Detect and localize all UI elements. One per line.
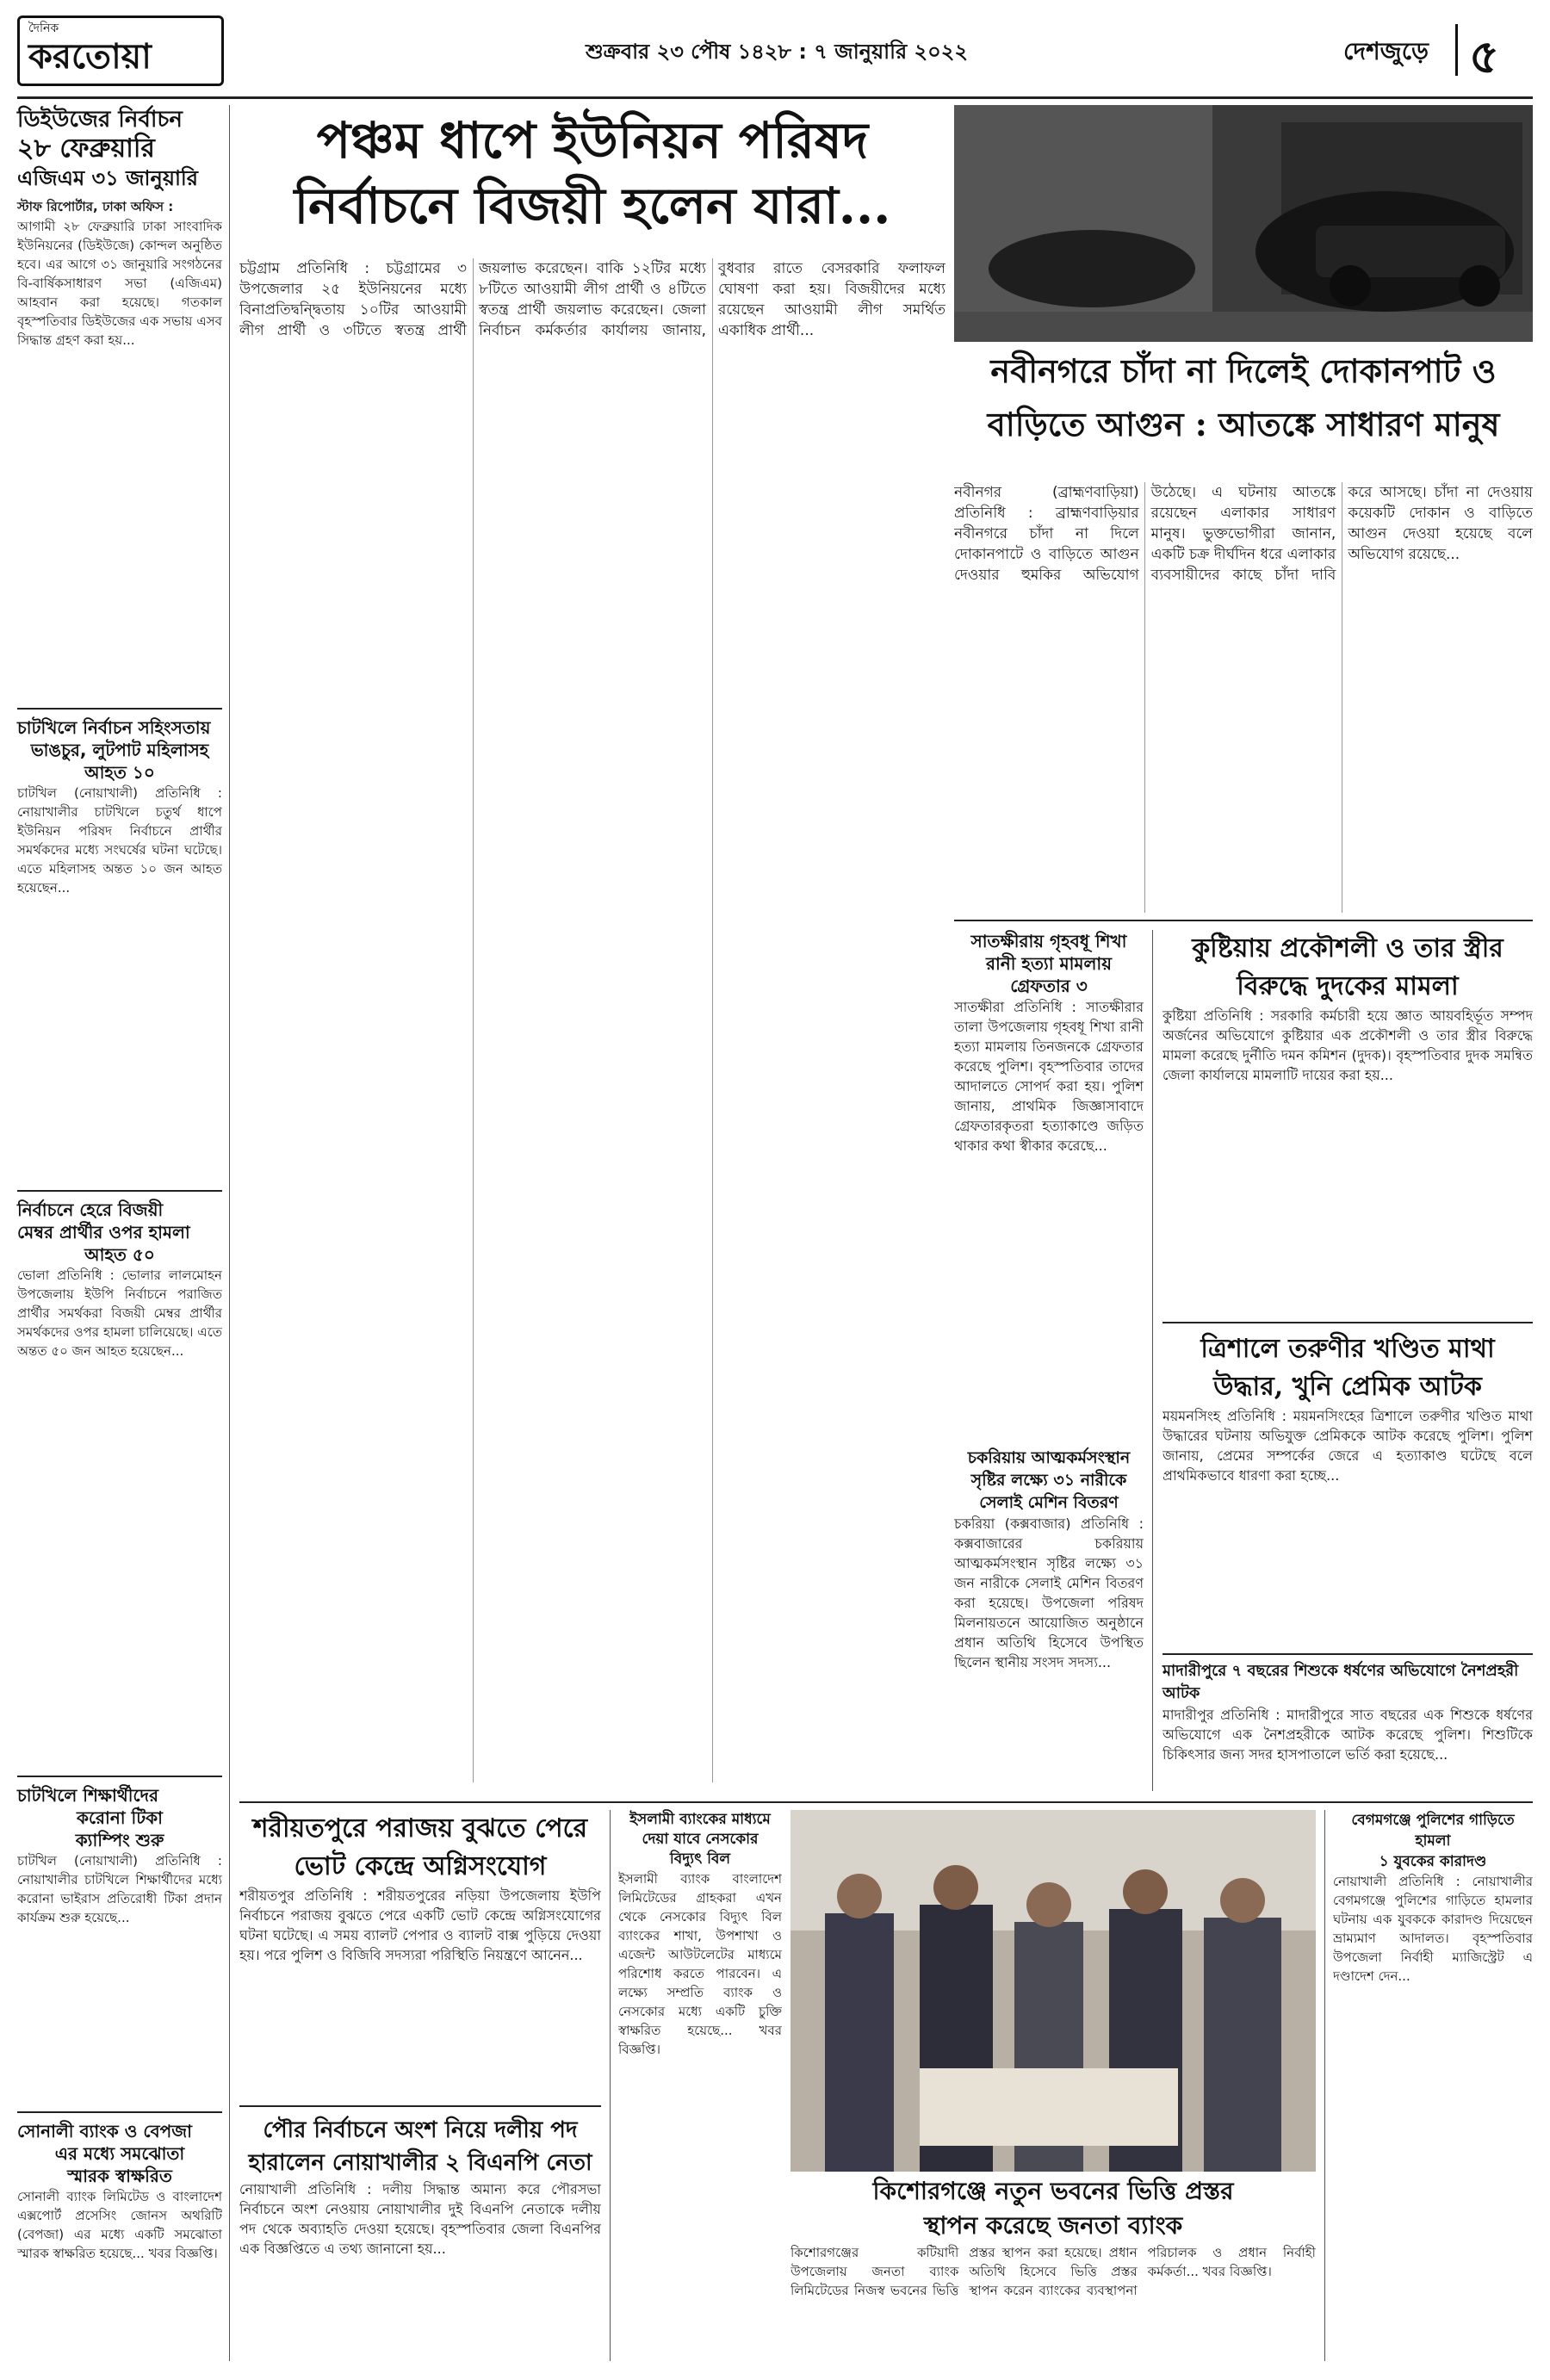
divider [1162,1653,1533,1655]
divider [17,1776,222,1777]
headline: চাটখিলে শিক্ষার্থীদের [17,1785,159,1806]
logo-tagline: দৈনিক [28,22,59,35]
story-trishal [1162,1330,1533,1656]
sidebar-story-chatkhil-violence [17,716,222,1180]
headline: ১ যুবকের কারাদণ্ড [1379,1853,1487,1870]
fire-photo-image [954,105,1533,342]
headline: কুষ্টিয়ায় প্রকৌশলী ও তার স্ত্রীর [1192,933,1504,964]
article-body: নবীনগর (ব্রাহ্মণবাড়িয়া) প্রতিনিধি : ব্রাহ্মণবাড়িয়ার নবীনগরে চাঁদা না দিলে দোকানপাটে ও বাড়িতে আগুন দেওয়ার হুমকির অভিযোগ উঠেছে। এ ঘটনায় আতঙ্কে রয়েছেন এলাকার সাধারণ মানুষ। ভুক্তভোগীরা জানান, একটি চক্র দীর্ঘদিন ধরে এলাকার ব্যবসায়ীদের কাছে চাঁদা দাবি করে আসছে। চাঁদা না দেওয়ায় কয়েকটি দোকান ও বাড়িতে আগুন দেওয়া হয়েছে বলে অভিযোগ রয়েছে... [954,484,1533,584]
headline: স্মারক স্বাক্ষরিত [67,2166,172,2186]
fire-headline-band [954,344,1533,465]
byline: স্টাফ রিপোর্টার, ঢাকা অফিস : [17,199,174,214]
headline: এর মধ্যে সমঝোতা [54,2143,185,2164]
headline: ক্যাম্পিং শুরু [75,1830,164,1850]
page-number-divider [1455,24,1458,76]
headline: করোনা টিকা [77,1807,163,1828]
headline: সেলাই মেশিন বিতরণ [979,1493,1119,1512]
fire-article-body [954,482,1533,913]
sidebar-story-dujer [17,105,222,630]
headline: কিশোরগঞ্জে নতুন ভবনের ভিত্তি প্রস্তর [872,2177,1234,2205]
divider [17,708,222,710]
headline: সোনালী ব্যাংক ও বেপজা [17,2121,192,2141]
divider [17,1190,222,1192]
headline: বাড়িতে আগুন : আতঙ্কে সাধারণ মানুষ [987,405,1500,443]
divider [1162,1322,1533,1323]
sidebar-story-vaccine [17,1784,222,2101]
sidebar-story-attack [17,1199,222,1757]
sidebar-story-sonali [17,2120,222,2351]
logo-title: করতোয়া [28,36,152,77]
divider [17,2111,222,2113]
headline: বিরুদ্ধে দুদকের মামলা [1237,971,1459,1001]
story-noakhali [239,2114,601,2343]
headline: ত্রিশালে তরুণীর খণ্ডিত মাথা [1200,1334,1495,1364]
sidebar [17,105,222,2361]
page-number: ৫ [1469,29,1500,84]
story-islami-bank [618,1810,782,2334]
story-kushtia [1162,930,1533,1298]
article-body: ভোলা প্রতিনিধি : ভোলার লালমোহন উপজেলায় ইউপি নির্বাচনে পরাজিত প্রার্থীর সমর্থকরা বিজয়ী মেম্বর প্রার্থীর সমর্থকদের ওপর হামলা চালিয়েছে। এতে অন্তত ৫০ জন আহত হয়েছেন... [17,1267,222,1359]
headline: এজিএম ৩১ জানুয়ারি [17,166,198,190]
divider [954,920,1533,921]
headline: সৃষ্টির লক্ষ্যে ৩১ নারীকে [970,1471,1127,1490]
article-body: আগামী ২৮ ফেব্রুয়ারি ঢাকা সাংবাদিক ইউনিয়নের (ডিইউজে) কোন্দল অনুষ্ঠিত হবে। এর আগে ৩১ জানুয়ারি সংগঠনের বি-বার্ষিকসাধারণ সভা (এজিএম) আহবান করা হয়েছে। গতকাল বৃহস্পতিবার ডিইউজের এক সভায় এসব সিদ্ধান্ত গ্রহণ করা হয়... [17,219,222,348]
headline: সাতক্ষীরায় গৃহবধূ শিখা [970,931,1127,951]
lead-headline: নির্বাচনে বিজয়ী হলেন যারা... [294,177,891,235]
masthead-rule [17,96,1533,99]
headline: ভোট কেন্দ্রে অগ্নিসংযোগ [294,1851,547,1881]
headline: মেম্বর প্রার্থীর ওপর হামলা [17,1222,190,1243]
divider [239,1801,1533,1803]
headline: দেয়া যাবে নেসকোর [642,1831,759,1848]
article-body: কুষ্টিয়া প্রতিনিধি : সরকারি কর্মচারী হয়ে জ্ঞাত আয়বহির্ভূত সম্পদ অর্জনের অভিযোগে কুষ্টিয়ার এক প্রকৌশলী ও তার স্ত্রীর বিরুদ্ধে মামলা করেছে দুর্নীতি দমন কমিশন (দুদক)। বৃহস্পতিবার দুদক সমন্বিত জেলা কার্যালয়ে মামলাটি দায়ের করা হয়... [1162,1007,1533,1083]
headline: হারালেন নোয়াখালীর ২ বিএনপি নেতা [248,2150,592,2176]
headline: আহত ৫০ [84,1244,155,1265]
column-rule [610,1810,611,2361]
headline: রানী হত্যা মামলায় [986,953,1112,974]
headline: গ্রেফতার ৩ [1010,976,1088,996]
janata-bank-photo [790,1810,1316,2172]
masthead-logo [17,15,224,86]
headline: ২৮ ফেব্রুয়ারি [17,133,155,164]
article-body: চাটখিল (নোয়াখালী) প্রতিনিধি : নোয়াখালীর চাটখিলে চতুর্থ ধাপে ইউনিয়ন পরিষদ নির্বাচনে প্রার্থীর সমর্থকদের মধ্যে সংঘর্ষের ঘটনা ঘটেছে। এতে মহিলাসহ অন্তত ১০ জন আহত হয়েছেন... [17,785,222,896]
article-body: চাটখিল (নোয়াখালী) প্রতিনিধি : নোয়াখালীর চাটখিলে শিক্ষার্থীদের মধ্যে করোনা ভাইরাস প্রতিরোধী টিকা প্রদান কার্যক্রম শুরু হয়েছে... [17,1853,222,1925]
article-body: সাতক্ষীরা প্রতিনিধি : সাতক্ষীরার তালা উপজেলায় গৃহবধূ শিখা রানী হত্যা মামলায় তিনজনকে গ্রেফতার করেছে পুলিশ। বৃহস্পতিবার তাদের আদালতে সোপর্দ করা হয়। পুলিশ জানায়, প্রাথমিক জিজ্ঞাসাবাদে গ্রেফতারকৃতরা হত্যাকাণ্ডে জড়িত থাকার কথা স্বীকার করেছে... [954,999,1144,1154]
headline: ডিইউজের নির্বাচন [17,107,183,133]
story-kishoreganj [790,2174,1316,2355]
headline: নবীনগরে চাঁদা না দিলেই দোকানপাট ও [990,351,1497,390]
headline: মাদারীপুরে ৭ বছরের শিশুকে ধর্ষণের অভিযোগে নৈশপ্রহরী আটক [1162,1662,1519,1702]
story-shariatpur [239,1810,601,2092]
ceremony-photo-image [790,1810,1316,2172]
lead-article-body [239,258,946,1782]
headline: বিদ্যুৎ বিল [669,1850,731,1868]
headline: উদ্ধার, খুনি প্রেমিক আটক [1213,1372,1482,1402]
column-rule [1324,1810,1325,2361]
headline: ভাঙচুর, লুটপাট মহিলাসহ [30,740,209,760]
headline: পৌর নির্বাচনে অংশ নিয়ে দলীয় পদ [263,2117,578,2143]
article-body: নোয়াখালী প্রতিনিধি : দলীয় সিদ্ধান্ত অমান্য করে পৌরসভা নির্বাচনে অংশ নেওয়ায় নোয়াখালীর দুই বিএনপি নেতাকে দলীয় পদ থেকে অব্যাহতি দেওয়া হয়েছে। বৃহস্পতিবার জেলা বিএনপির এক বিজ্ঞপ্তিতে এ তথ্য জানানো হয়... [239,2181,601,2257]
article-body: চকরিয়া (কক্সবাজার) প্রতিনিধি : কক্সবাজারের চকরিয়ায় আত্মকর্মসংস্থান সৃষ্টির লক্ষ্যে ৩১ জন নারীকে সেলাই মেশিন বিতরণ করা হয়েছে। উপজেলা পরিষদ মিলনায়তনে আয়োজিত অনুষ্ঠানে প্রধান অতিথি হিসেবে উপস্থিত ছিলেন স্থানীয় সংসদ সদস্য... [954,1515,1144,1670]
divider [239,2105,601,2107]
article-body: মাদারীপুর প্রতিনিধি : মাদারীপুরে সাত বছরের এক শিশুকে ধর্ষণের অভিযোগে এক নৈশপ্রহরীকে আটক করেছে পুলিশ। শিশুটিকে চিকিৎসার জন্য সদর হাসপাতালে ভর্তি করা হয়েছে... [1162,1707,1533,1763]
story-begumganj [1333,1810,1533,2363]
headline: ইসলামী ব্যাংকের মাধ্যমে [629,1811,771,1828]
fire-photo [954,105,1533,342]
article-body: ইসলামী ব্যাংক বাংলাদেশ লিমিটেডের গ্রাহকরা এখন থেকে নেসকোর বিদ্যুৎ বিল ব্যাংকের শাখা, উপশাখা ও এজেন্ট আউটলেটের মাধ্যমে পরিশোধ করতে পারবেন। এ লক্ষ্যে সম্প্রতি ব্যাংক ও নেসকোর মধ্যে একটি চুক্তি স্বাক্ষরিত হয়েছে... খবর বিজ্ঞপ্তি। [618,1871,782,2057]
article-body: নোয়াখালী প্রতিনিধি : নোয়াখালীর বেগমগঞ্জে পুলিশের গাড়িতে হামলার ঘটনায় এক যুবককে কারাদণ্ড দিয়েছেন ভ্রাম্যমাণ আদালত। বৃহস্পতিবার উপজেলা নির্বাহী ম্যাজিস্ট্রেট এ দণ্ডাদেশ দেন... [1333,1874,1533,1984]
headline: শরীয়তপুরে পরাজয় বুঝতে পেরে [252,1813,588,1844]
headline: বেগমগঞ্জে পুলিশের গাড়িতে হামলা [1351,1812,1515,1850]
article-body: কিশোরগঞ্জের কটিয়াদী উপজেলায় জনতা ব্যাংক লিমিটেডের নিজস্ব ভবনের ভিত্তি প্রস্তর স্থাপন করা হয়েছে। প্রধান অতিথি হিসেবে ভিত্তি প্রস্তর স্থাপন করেন ব্যাংকের ব্যবস্থাপনা পরিচালক ও প্রধান নির্বাহী কর্মকর্তা... খবর বিজ্ঞপ্তি। [790,2245,1316,2298]
story-sewing [954,1447,1144,1772]
headline: চকরিয়ায় আত্মকর্মসংস্থান [967,1448,1131,1467]
column-rule [1152,930,1153,1791]
section-name: দেশজুড়ে [1343,37,1429,65]
headline: স্থাপন করেছে জনতা ব্যাংক [923,2211,1183,2240]
article-body: শরীয়তপুর প্রতিনিধি : শরীয়তপুরের নড়িয়া উপজেলায় ইউপি নির্বাচনে পরাজয় বুঝতে পেরে একটি ভোট কেন্দ্রে অগ্নিসংযোগের ঘটনা ঘটেছে। এ সময় ব্যালট পেপার ও ব্যালট বাক্স পুড়িয়ে দেওয়া হয়। পরে পুলিশ ও বিজিবি সদস্যরা পরিস্থিতি নিয়ন্ত্রণে আনেন... [239,1887,601,1963]
article-body: ময়মনসিংহ প্রতিনিধি : ময়মনসিংহের ত্রিশালে তরুণীর খণ্ডিত মাথা উদ্ধারের ঘটনায় অভিযুক্ত প্রেমিককে আটক করেছে পুলিশ। পুলিশ জানায়, প্রেমের সম্পর্কের জেরে এ হত্যাকাণ্ড ঘটেছে বলে প্রাথমিকভাবে ধারণা করা হচ্ছে... [1162,1408,1533,1484]
headline: আহত ১০ [84,762,155,783]
article-body: সোনালী ব্যাংক লিমিটেড ও বাংলাদেশ এক্সপোর্ট প্রসেসিং জোনস অথরিটি (বেপজা) এর মধ্যে একটি সমঝোতা স্মারক স্বাক্ষরিত হয়েছে... খবর বিজ্ঞপ্তি। [17,2189,222,2261]
headline: চাটখিলে নির্বাচন সহিংসতায় [17,717,211,738]
column-rule [229,105,230,2361]
article-body: চট্টগ্রাম প্রতিনিধি : চট্টগ্রামের ৩ উপজেলার ২৫ ইউনিয়নের মধ্যে বিনাপ্রতিদ্বন্দ্বিতায় ১০টির আওয়ামী লীগ প্রার্থী ও ৩টিতে স্বতন্ত্র প্রার্থী জয়লাভ করেছেন। বাকি ১২টির মধ্যে ৮টিতে আওয়ামী লীগ প্রার্থী ও ৪টিতে স্বতন্ত্র প্রার্থী জয়লাভ করেছেন। জেলা নির্বাচন কর্মকর্তার কার্যালয় জানায়, বুধবার রাতে বেসরকারি ফলাফল ঘোষণা করা হয়। বিজয়ীদের মধ্যে রয়েছেন আওয়ামী লীগ সমর্থিত একাধিক প্রার্থী... [239,260,946,339]
lead-story [239,108,946,239]
headline: নির্বাচনে হেরে বিজয়ী [17,1199,164,1220]
lead-headline: পঞ্চম ধাপে ইউনিয়ন পরিষদ [316,111,869,170]
issue-date: শুক্রবার ২৩ পৌষ ১৪২৮ : ৭ জানুয়ারি ২০২২ [586,40,968,64]
